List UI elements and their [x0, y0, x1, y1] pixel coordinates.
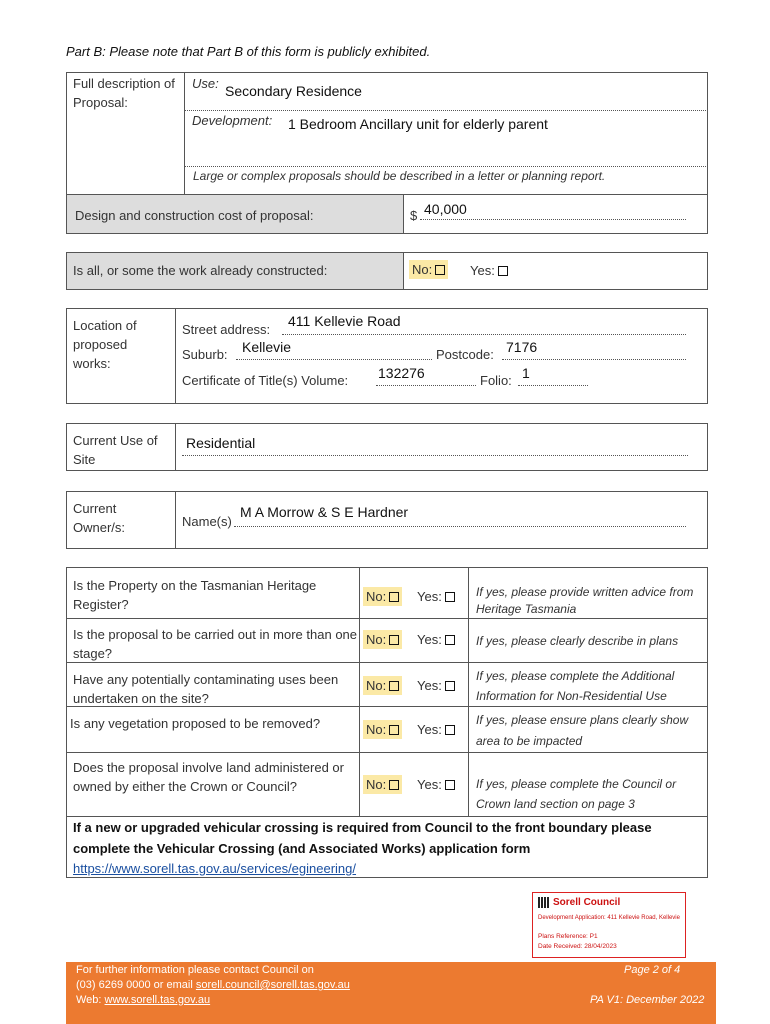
proposal-label: Full description of Proposal: [73, 76, 175, 110]
cost-label: Design and construction cost of proposal: [75, 208, 314, 223]
owner-name-label: Name(s) [182, 514, 232, 529]
contamination-yes-label: Yes: [417, 678, 442, 693]
use-label: Use: [192, 76, 219, 91]
crown-note: If yes, please complete the Council or Crown land section on page 3 [476, 777, 677, 811]
vegetation-no-checkbox[interactable] [389, 725, 399, 735]
owner-name-field[interactable]: M A Morrow & S E Hardner [240, 504, 409, 520]
heritage-no-label: No: [366, 589, 387, 604]
council-stamp [532, 892, 686, 958]
street-label: Street address: [182, 322, 271, 337]
cost-currency: $ [410, 208, 418, 223]
crown-yes-label: Yes: [417, 777, 442, 792]
contamination-yes-checkbox[interactable] [445, 681, 455, 691]
stages-no-label: No: [366, 632, 387, 647]
constructed-no-label: No: [412, 262, 433, 277]
stages-yes-label: Yes: [417, 632, 442, 647]
folio-field[interactable]: 1 [522, 365, 530, 381]
contamination-no-checkbox[interactable] [389, 681, 399, 691]
constructed-yes-checkbox[interactable] [498, 266, 508, 276]
development-field[interactable]: 1 Bedroom Ancillary unit for elderly parent [288, 116, 548, 132]
footer-version: PA V1: December 2022 [590, 994, 705, 1006]
postcode-field[interactable]: 7176 [506, 339, 538, 355]
part-b-note: Part B: Please note that Part B of this form is publicly exhibited. [66, 44, 431, 59]
question-crown-land: Does the proposal involve land administered or owned by either the Crown or Council? [73, 760, 344, 794]
footer-phone: (03) 6269 0000 or email [76, 979, 193, 991]
volume-label: Certificate of Title(s) Volume: [182, 373, 349, 388]
suburb-field[interactable]: Kellevie [242, 339, 292, 355]
stages-yes-checkbox[interactable] [445, 635, 455, 645]
footer [66, 962, 716, 1024]
volume-field[interactable]: 132276 [378, 365, 425, 381]
heritage-no-checkbox[interactable] [389, 592, 399, 602]
development-label: Development: [192, 113, 273, 128]
vegetation-no-label: No: [366, 722, 387, 737]
crown-no-checkbox[interactable] [389, 780, 399, 790]
vehicular-crossing-note: If a new or upgraded vehicular crossing is required from Council to the front boundary please complete the Vehicular Crossing (and Associated Works) application form [73, 820, 652, 856]
engineering-link[interactable]: https://www.sorell.tas.gov.au/services/egineering/ [73, 861, 357, 876]
crown-no-label: No: [366, 777, 387, 792]
proposal-note: Large or complex proposals should be described in a letter or planning report. [193, 169, 606, 183]
street-field[interactable]: 411 Kellevie Road [288, 313, 401, 329]
cost-field[interactable]: 40,000 [424, 201, 467, 217]
footer-web-link[interactable]: www.sorell.tas.gov.au [104, 994, 211, 1006]
question-stages: Is the proposal to be carried out in more than one stage? [73, 627, 358, 661]
constructed-yes-label: Yes: [470, 263, 495, 278]
stages-no-checkbox[interactable] [389, 635, 399, 645]
vegetation-note: If yes, please ensure plans clearly show area to be impacted [476, 713, 689, 748]
suburb-label: Suburb: [182, 347, 228, 362]
stamp-date-received: Date Received: 28/04/2023 [538, 943, 617, 950]
stages-note: If yes, please clearly describe in plans [476, 634, 679, 648]
vegetation-yes-checkbox[interactable] [445, 725, 455, 735]
footer-email-link[interactable]: sorell.council@sorell.tas.gov.au [195, 979, 350, 991]
heritage-yes-label: Yes: [417, 589, 442, 604]
heritage-note: If yes, please provide written advice from Heritage Tasmania [476, 585, 694, 616]
stamp-plans-reference: Plans Reference: P1 [538, 933, 598, 940]
postcode-label: Postcode: [436, 347, 494, 362]
contamination-no-label: No: [366, 678, 387, 693]
current-use-label: Current Use of Site [73, 433, 158, 467]
stamp-application: Development Application: 411 Kellevie Road, Kellevie [538, 915, 680, 921]
folio-label: Folio: [480, 373, 512, 388]
crown-yes-checkbox[interactable] [445, 780, 455, 790]
constructed-no-checkbox[interactable] [435, 265, 445, 275]
question-contamination: Have any potentially contaminating uses been undertaken on the site? [73, 672, 339, 706]
vegetation-yes-label: Yes: [417, 722, 442, 737]
question-heritage: Is the Property on the Tasmanian Heritage Register? [73, 578, 317, 612]
heritage-yes-checkbox[interactable] [445, 592, 455, 602]
footer-web-label: Web: [76, 994, 102, 1006]
use-field[interactable]: Secondary Residence [225, 83, 362, 99]
stamp-council-name: Sorell Council [553, 897, 621, 908]
footer-page-number: Page 2 of 4 [624, 964, 681, 976]
location-label: Location of proposed works: [73, 318, 137, 371]
footer-contact: For further information please contact Council on [76, 964, 314, 976]
contamination-note: If yes, please complete the Additional Information for Non-Residential Use [476, 669, 675, 703]
question-vegetation: Is any vegetation proposed to be removed? [70, 716, 321, 731]
current-use-field[interactable]: Residential [186, 435, 256, 451]
constructed-question: Is all, or some the work already constructed: [73, 263, 328, 278]
owner-label: Current Owner/s: [73, 501, 126, 535]
qr-code-icon [538, 897, 549, 908]
